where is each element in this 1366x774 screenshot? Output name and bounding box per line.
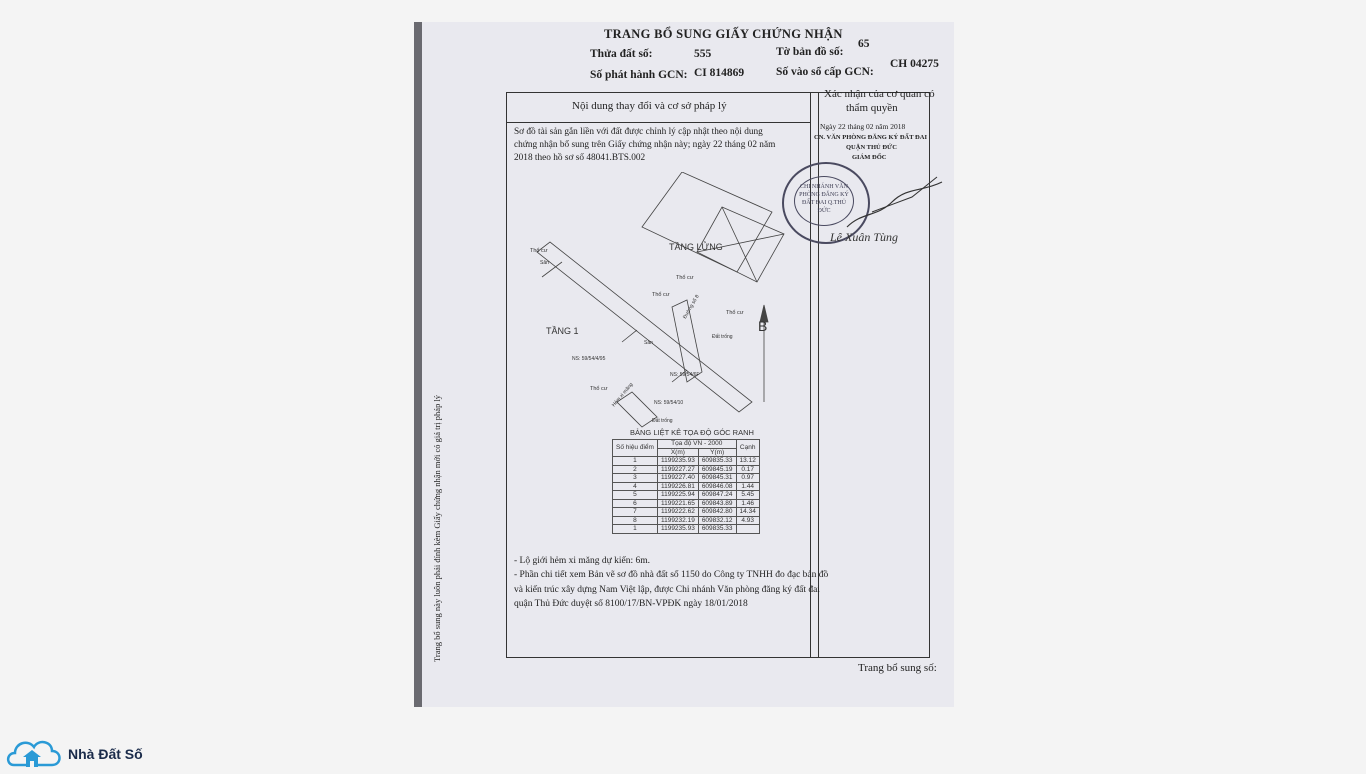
ns-1: NS: 59/54/4/95 <box>572 356 606 362</box>
table-cell: 0.97 <box>736 474 759 483</box>
table-cell: 1199235.93 <box>657 525 698 534</box>
stamp-text: CHI NHÁNH VĂN PHÒNG ĐĂNG KÝ ĐẤT ĐAI Q.THỦ ĐỨC <box>794 176 854 226</box>
brand-logo[interactable] <box>6 733 166 769</box>
notes-block <box>514 554 834 611</box>
table-row <box>613 465 760 474</box>
floor-plan-sketch <box>522 172 822 452</box>
coords-table-title: BẢNG LIỆT KÊ TỌA ĐỘ GÓC RANH <box>630 428 754 437</box>
brand-name: Nhà Đất Số <box>68 746 143 762</box>
right-column-header-2: thẩm quyền <box>846 102 898 114</box>
side-text: Trang bổ sung này luôn phải đính kèm Giấy chứng nhận mới có giá trị pháp lý <box>432 394 442 662</box>
table-row <box>613 525 760 534</box>
register-label: Số vào sổ cấp GCN: <box>776 66 874 78</box>
table-cell: 13.12 <box>736 457 759 466</box>
tho-cu-4: Thổ cư <box>726 310 744 316</box>
register-value: CH 04275 <box>890 58 939 70</box>
table-row <box>613 457 760 466</box>
issue-number-label: Số phát hành GCN: <box>590 69 688 81</box>
table-cell: 0.17 <box>736 465 759 474</box>
signer-name: Lê Xuân Tùng <box>830 230 899 244</box>
table-row <box>613 491 760 500</box>
content-line-3: 2018 theo hồ sơ số 48041.BTS.002 <box>514 153 646 163</box>
map-sheet-label: Tờ bản đồ số: <box>776 46 844 58</box>
table-cell: 609843.89 <box>698 499 736 508</box>
table-cell: 609835.33 <box>698 525 736 534</box>
content-line-2: chứng nhận bổ sung trên Giấy chứng nhận này; ngày 22 tháng 02 năm <box>514 140 776 150</box>
table-cell: 5 <box>613 491 658 500</box>
duong-label: Đường số 8 <box>682 293 701 321</box>
page-number-label: Trang bổ sung số: <box>858 662 937 674</box>
house-cloud-icon <box>6 733 66 769</box>
col-x-header: X(m) <box>657 448 698 457</box>
ns-2: NS: 59/54/6F <box>670 372 700 378</box>
table-cell: 1199225.94 <box>657 491 698 500</box>
confirm-role: GIÁM ĐỐC <box>852 154 887 161</box>
coords-table <box>612 439 760 534</box>
tho-cu-3: Thổ cư <box>652 292 670 298</box>
parcel-value: 555 <box>694 48 712 60</box>
table-cell: 1199227.40 <box>657 474 698 483</box>
col-y-header: Y(m) <box>698 448 736 457</box>
ground-floor-line-2 <box>622 330 637 342</box>
col-edge-header: Cạnh <box>736 440 759 457</box>
content-line-1: Sơ đồ tài sản gắn liền với đất được chỉnh lý cập nhật theo nội dung <box>514 127 763 137</box>
table-cell: 14.34 <box>736 508 759 517</box>
tho-cu-5: Thổ cư <box>590 386 608 392</box>
table-cell: 1199235.93 <box>657 457 698 466</box>
right-column-header-1: Xác nhận của cơ quan có <box>824 88 935 100</box>
table-cell: 1199232.19 <box>657 516 698 525</box>
tho-cu-2: Thổ cư <box>676 275 694 281</box>
table-cell: 609847.24 <box>698 491 736 500</box>
table-cell: 609842.80 <box>698 508 736 517</box>
table-cell: 6 <box>613 499 658 508</box>
north-label: B <box>758 318 768 334</box>
table-cell: 1 <box>613 457 658 466</box>
table-cell: 5.45 <box>736 491 759 500</box>
col-point-header: Số hiệu điểm <box>613 440 658 457</box>
note-2: - Phần chi tiết xem Bản vẽ sơ đồ nhà đất số 1150 do Công ty TNHH đo đạc bản đồ và kiến trúc xây dựng Nam Việt lập, được Chi nhánh Văn phòng đăng ký đất đai quận Thủ Đức duyệt số 8100/17/BN-VPĐK ngày 18/01/2018 <box>514 570 829 609</box>
table-cell: 1.44 <box>736 482 759 491</box>
tang-lung-label: TẦNG LỬNG <box>669 242 723 252</box>
document-photo <box>414 22 954 707</box>
table-cell: 4 <box>613 482 658 491</box>
issue-number-value: CI 814869 <box>694 67 745 79</box>
table-cell: 4.93 <box>736 516 759 525</box>
note-1: - Lộ giới hẻm xi măng dự kiến: 6m. <box>514 556 651 566</box>
table-cell: 609832.12 <box>698 516 736 525</box>
table-cell: 609835.33 <box>698 457 736 466</box>
table-cell: 609845.19 <box>698 465 736 474</box>
hem-label: Hẻm xi măng <box>610 381 635 409</box>
confirm-office-1: CN. VĂN PHÒNG ĐĂNG KÝ ĐẤT ĐAI <box>814 134 927 141</box>
ns-3: NS: 59/54/10 <box>654 400 684 406</box>
page-title: TRANG BỔ SUNG GIẤY CHỨNG NHẬN <box>604 27 843 41</box>
parcel-label: Thửa đất số: <box>590 48 653 60</box>
mezzanine-diag-1 <box>722 207 757 282</box>
table-cell: 1199226.81 <box>657 482 698 491</box>
certificate-page <box>422 22 954 707</box>
table-cell: 1199222.62 <box>657 508 698 517</box>
table-cell: 3 <box>613 474 658 483</box>
table-cell: 609846.08 <box>698 482 736 491</box>
table-cell: 2 <box>613 465 658 474</box>
confirm-date: Ngày 22 tháng 02 năm 2018 <box>820 122 906 131</box>
tang-1-label: TẦNG 1 <box>546 326 579 336</box>
table-row <box>613 499 760 508</box>
table-row <box>613 516 760 525</box>
dat-trong-2: Đất trống <box>652 418 673 424</box>
dat-trong-1: Đất trống <box>712 334 733 340</box>
col-group-header: Tọa độ VN - 2000 <box>657 440 736 449</box>
san-1: Sân <box>540 260 549 266</box>
table-cell: 1199221.65 <box>657 499 698 508</box>
table-row <box>613 508 760 517</box>
confirm-office-2: QUẬN THỦ ĐỨC <box>846 144 897 151</box>
table-cell: 1.46 <box>736 499 759 508</box>
table-cell: 8 <box>613 516 658 525</box>
san-2: Sân <box>644 340 653 346</box>
table-cell: 1 <box>613 525 658 534</box>
table-cell <box>736 525 759 534</box>
table-row <box>613 474 760 483</box>
header-divider <box>506 122 810 123</box>
table-row <box>613 482 760 491</box>
table-cell: 1199227.27 <box>657 465 698 474</box>
left-column-header: Nội dung thay đổi và cơ sở pháp lý <box>572 100 727 112</box>
table-cell: 609845.31 <box>698 474 736 483</box>
map-sheet-value: 65 <box>858 38 870 50</box>
tho-cu-1: Thổ cư <box>530 248 548 254</box>
table-cell: 7 <box>613 508 658 517</box>
